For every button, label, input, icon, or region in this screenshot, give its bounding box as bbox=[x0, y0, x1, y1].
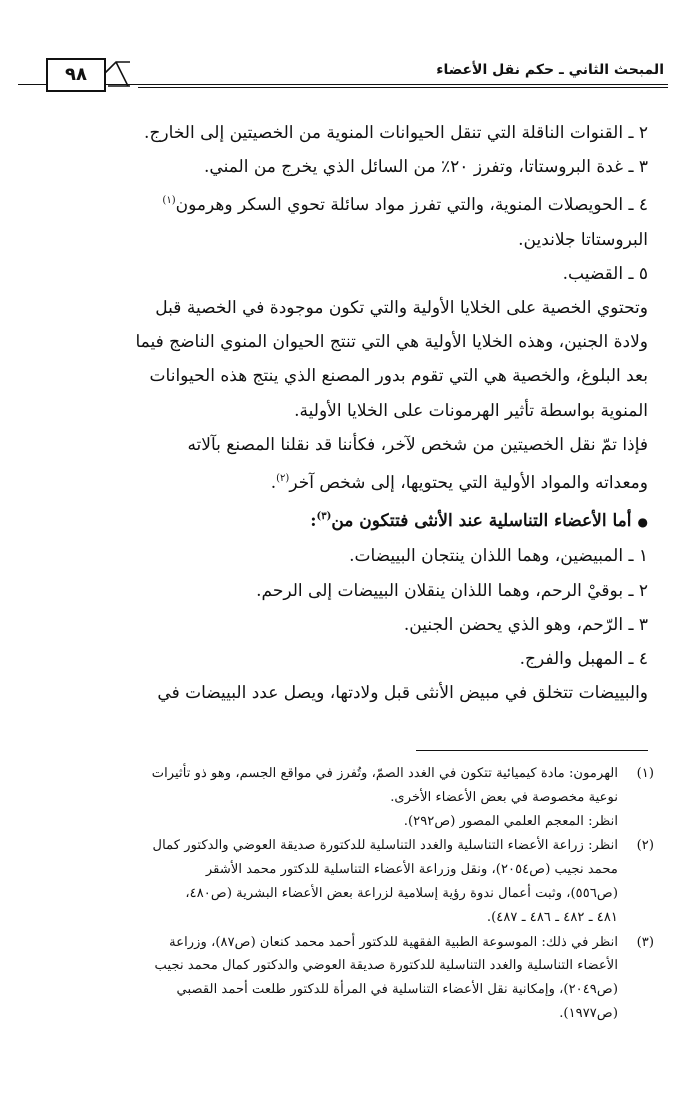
running-head: المبحث الثاني ـ حكم نقل الأعضاء bbox=[436, 62, 664, 78]
footnotes bbox=[40, 762, 654, 1027]
footnote-line: (ص٥٥٦)، وثبت أعمال ندوة رؤية إسلامية لزراعة بعض الأعضاء البشرية (ص٤٨٠، bbox=[185, 885, 618, 901]
text-line: وتحتوي الخصية على الخلايا الأولية والتي تكون موجودة في الخصية قبل bbox=[155, 298, 648, 319]
header-rule-inner bbox=[138, 87, 668, 88]
footnote-line: انظر: زراعة الأعضاء التناسلية والغدد التناسلية للدكتورة صديقة العوضي والدكتور كمال bbox=[152, 838, 618, 854]
footnote-line: الهرمون: مادة كيميائية تتكون في الغدد الصمّ، وتُفرز في مواقع الجسم، وهو ذو تأثيرات bbox=[151, 766, 618, 781]
text-line: ٢ ـ بوقيْ الرحم، وهما اللذان ينقلان البييضات إلى الرحم. bbox=[256, 580, 648, 601]
page-number: ٩٨ bbox=[46, 58, 106, 92]
footnote-number: (٣) bbox=[636, 934, 654, 950]
footnote-line: (ص٢٠٤٩)، وإمكانية نقل الأعضاء التناسلية في المرأة للدكتور طلعت أحمد القصبي bbox=[176, 982, 618, 998]
bullet-icon: ● bbox=[637, 515, 648, 530]
text-line: ١ ـ المبيضين، وهما اللذان ينتجان البييضات. bbox=[349, 546, 648, 567]
text-line: ٤ ـ الحويصلات المنوية، والتي تفرز مواد سائلة تحوي السكر وهرمون$^{(١)}$ bbox=[162, 195, 648, 216]
main-text bbox=[46, 116, 648, 710]
footnote-line: ٤٨١ ـ ٤٨٢ ـ ٤٨٦ ـ ٤٨٧). bbox=[486, 909, 618, 925]
footnote-2 bbox=[40, 834, 654, 929]
footnote-line: (ص١٩٧٧). bbox=[559, 1005, 618, 1021]
footnote-number: (١) bbox=[636, 766, 654, 781]
text-line: فإذا تمّ نقل الخصيتين من شخص لآخر، فكأننا قد نقلنا المصنع بآلاته bbox=[187, 434, 648, 455]
footnote-line: نوعية مخصوصة في بعض الأعضاء الأخرى. bbox=[390, 789, 618, 805]
text-line: ٣ ـ غدة البروستاتا، وتفرز ٢٠٪ من السائل الذي يخرج من المني. bbox=[204, 157, 648, 178]
footnote-line: انظر في ذلك: الموسوعة الطبية الفقهية للدكتور أحمد محمد كنعان (ص٨٧)، وزراعة bbox=[169, 934, 618, 950]
footnote-ref-2[interactable]: (٢) bbox=[276, 473, 290, 485]
section-heading: ●أما الأعضاء التناسلية عند الأنثى فتتكون من$^{(٣)}$: bbox=[310, 511, 648, 532]
text-line: ومعداته والمواد الأولية التي يحتويها، إلى شخص آخر$^{(٢)}$. bbox=[270, 473, 648, 494]
footnote-line: انظر: المعجم العلمي المصور (ص٢٩٢). bbox=[403, 813, 618, 829]
text-line: والبييضات تتخلق في مبيض الأنثى قبل ولادتها، ويصل عدد البييضات في bbox=[157, 683, 648, 704]
page-header bbox=[18, 56, 668, 96]
text-line: ولادة الجنين، وهذه الخلايا الأولية هي التي تنتج الحيوان المنوي الناضج فيما bbox=[135, 332, 648, 353]
text-line: ٥ ـ القضيب. bbox=[562, 263, 648, 284]
footnote-1 bbox=[40, 762, 654, 833]
text-line: ٢ ـ القنوات الناقلة التي تنقل الحيوانات المنوية من الخصيتين إلى الخارج. bbox=[144, 123, 648, 143]
text-line: البروستاتا جلاندين. bbox=[518, 229, 648, 250]
text-line: المنوية بواسطة تأثير الهرمونات على الخلايا الأولية. bbox=[294, 400, 648, 421]
text-line: ٤ ـ المهبل والفرج. bbox=[519, 649, 648, 670]
footnote-ref-1[interactable]: (١) bbox=[162, 195, 176, 207]
footnote-ref-3[interactable]: (٣) bbox=[316, 511, 332, 523]
footnote-line: الأعضاء التناسلية والغدد التناسلية للدكتورة صديقة العوضي والدكتور كمال محمد نجيب bbox=[154, 958, 618, 974]
text-line: ٣ ـ الرّحم، وهو الذي يحضن الجنين. bbox=[403, 614, 648, 635]
footnote-line: محمد نجيب (ص٢٠٥٤)، ونقل وزراعة الأعضاء التناسلية للدكتور محمد الأشقر bbox=[205, 862, 618, 878]
footnote-number: (٢) bbox=[636, 838, 654, 854]
page-number-ornament-icon bbox=[102, 60, 132, 88]
footnote-3 bbox=[40, 931, 654, 1026]
footnote-separator bbox=[416, 750, 648, 751]
text-line: بعد البلوغ، والخصية هي التي تقوم بدور المصنع الذي ينتج هذه الحيوانات bbox=[149, 366, 648, 387]
